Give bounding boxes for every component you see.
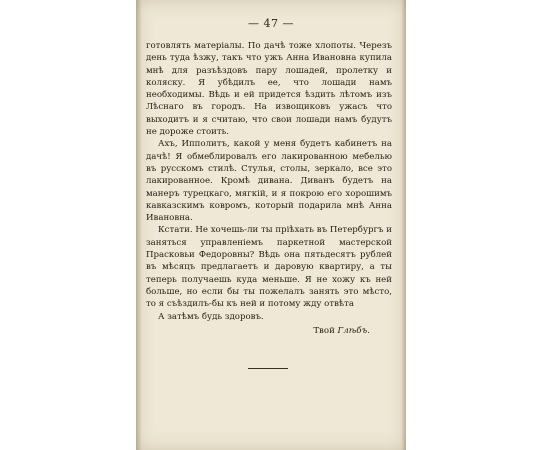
- paragraph: Кстати. Не хочешь-ли ты пріѣхать въ Петербургъ и заняться управленіемъ паркетной мастерской Прасковьи Федоровны? Вѣдь она пятьдесятъ рублей въ мѣсяцъ предлагаетъ и даровую квартиру, а ты теперь получаешь куда меньше. Я не хожу къ ней больше, но если бы ты пожелалъ занять это мѣсто, то я съѣздилъ-бы къ ней и потому жду отвѣта: [146, 225, 392, 310]
- paragraph: готовлять матеріалы. По дачѣ тоже хлопоты. Черезъ день туда ѣзжу, такъ что ужъ Анна Ивановна купила мнѣ для разъѣздовъ пару лошадей, пролетку и коляску. Я убѣдилъ ее, что лошади намъ необходимы. Вѣдь и ей придется ѣздить лѣтомъ изъ Лѣснаго въ городъ. На извощиковъ ужасъ что выходитъ и я считаю, что свои лошади намъ будутъ не дороже стоить.: [146, 41, 392, 138]
- paragraph: Ахъ, Ипполитъ, какой у меня будетъ кабинетъ на дачѣ! Я обмеблировалъ его лакированною мебелью въ русскомъ стилѣ. Стулья, столы, зеркало, все это лакированное. Кромѣ дивана. Диванъ будетъ на манеръ турецкаго, мягкій, и я покрою его хорошимъ кавказскимъ ковромъ, который подарила мнѣ Анна Ивановна.: [146, 139, 392, 224]
- body-text: [146, 40, 392, 323]
- signature: [136, 326, 370, 336]
- signature-name: Глѣбъ.: [337, 326, 370, 336]
- page-edge-shadow: [401, 0, 406, 450]
- signature-prefix: Твой: [313, 326, 335, 336]
- page-number: — 47 —: [248, 17, 294, 30]
- paragraph: А затѣмъ будь здоровъ.: [158, 311, 264, 322]
- page-edge-shadow: [136, 0, 142, 450]
- closing-rule: [248, 368, 288, 369]
- book-page: [136, 0, 406, 450]
